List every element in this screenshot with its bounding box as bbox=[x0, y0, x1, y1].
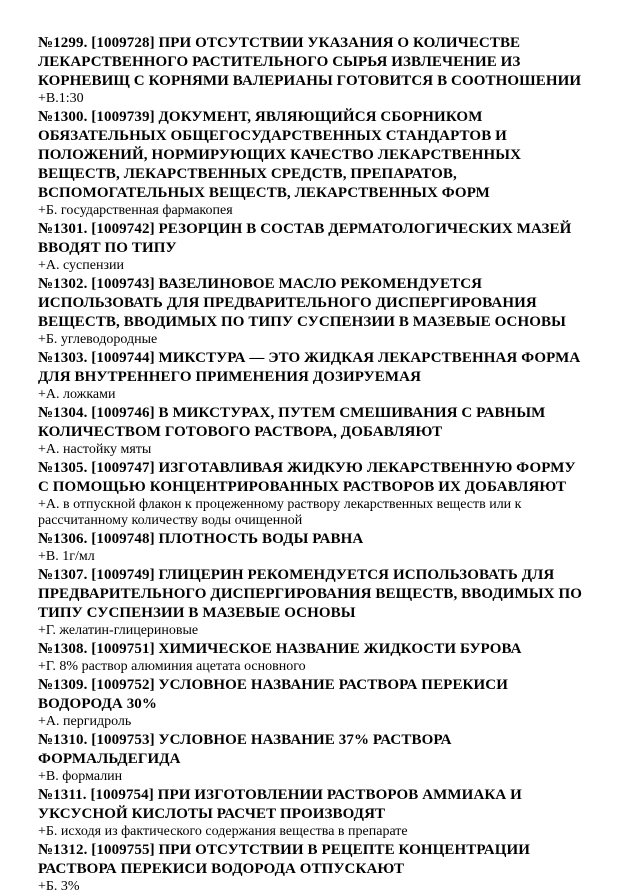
answer-text: +Б. 3% bbox=[38, 879, 80, 894]
question-text: №1299. [1009728] ПРИ ОТСУТСТВИИ УКАЗАНИЯ О КОЛИЧЕСТВЕ ЛЕКАРСТВЕННОГО РАСТИТЕЛЬНОГО СЫРЬЯ ИЗВЛЕЧЕНИЕ ИЗ КОРНЕВИЩ С КОРНЯМИ ВАЛЕРИАНЫ ГОТОВИТСЯ В СООТНОШЕНИИ bbox=[38, 35, 582, 89]
answer-text: +В. формалин bbox=[38, 769, 123, 784]
answer-text: +В.1:30 bbox=[38, 91, 84, 106]
question-text: №1312. [1009755] ПРИ ОТСУТСТВИИ В РЕЦЕПТЕ КОНЦЕНТРАЦИИ РАСТВОРА ПЕРЕКИСИ ВОДОРОДА ОТПУСКАЮТ bbox=[38, 842, 530, 877]
answer-text: +Г. желатин-глицериновые bbox=[38, 623, 199, 638]
answer-text: +А. пергидроль bbox=[38, 714, 132, 729]
question-text: №1306. [1009748] ПЛОТНОСТЬ ВОДЫ РАВНА bbox=[38, 531, 364, 547]
answer-text: +А. суспензии bbox=[38, 258, 124, 273]
question-list bbox=[38, 34, 584, 895]
question-text: №1311. [1009754] ПРИ ИЗГОТОВЛЕНИИ РАСТВОРОВ АММИАКА И УКСУСНОЙ КИСЛОТЫ РАСЧЕТ ПРОИЗВОДЯТ bbox=[38, 787, 522, 822]
answer-text: +А. настойку мяты bbox=[38, 442, 152, 457]
question-text: №1309. [1009752] УСЛОВНОЕ НАЗВАНИЕ РАСТВОРА ПЕРЕКИСИ ВОДОРОДА 30% bbox=[38, 677, 508, 712]
answer-text: +В. 1г/мл bbox=[38, 549, 95, 564]
question-text: №1300. [1009739] ДОКУМЕНТ, ЯВЛЯЮЩИЙСЯ СБОРНИКОМ ОБЯЗАТЕЛЬНЫХ ОБЩЕГОСУДАРСТВЕННЫХ СТАНДАРТОВ И ПОЛОЖЕНИЙ, НОРМИРУЮЩИХ КАЧЕСТВО ЛЕКАРСТВЕННЫХ ВЕЩЕСТВ, ЛЕКАРСТВЕННЫХ СРЕДСТВ, ПРЕПАРАТОВ, ВСПОМОГАТЕЛЬНЫХ ВЕЩЕСТВ, ЛЕКАРСТВЕННЫХ ФОРМ bbox=[38, 109, 522, 201]
question-text: №1301. [1009742] РЕЗОРЦИН В СОСТАВ ДЕРМАТОЛОГИЧЕСКИХ МАЗЕЙ ВВОДЯТ ПО ТИПУ bbox=[38, 221, 572, 256]
answer-text: +Г. 8% раствор алюминия ацетата основного bbox=[38, 659, 306, 674]
question-text: №1310. [1009753] УСЛОВНОЕ НАЗВАНИЕ 37% РАСТВОРА ФОРМАЛЬДЕГИДА bbox=[38, 732, 452, 767]
answer-text: +Б. исходя из фактического содержания вещества в препарате bbox=[38, 824, 408, 839]
question-text: №1308. [1009751] ХИМИЧЕСКОЕ НАЗВАНИЕ ЖИДКОСТИ БУРОВА bbox=[38, 641, 522, 657]
answer-text: +Б. государственная фармакопея bbox=[38, 203, 233, 218]
question-text: №1302. [1009743] ВАЗЕЛИНОВОЕ МАСЛО РЕКОМЕНДУЕТСЯ ИСПОЛЬЗОВАТЬ ДЛЯ ПРЕДВАРИТЕЛЬНОГО ДИСПЕРГИРОВАНИЯ ВЕЩЕСТВ, ВВОДИМЫХ ПО ТИПУ СУСПЕНЗИИ В МАЗЕВЫЕ ОСНОВЫ bbox=[38, 276, 566, 330]
answer-text: +А. ложками bbox=[38, 387, 116, 402]
answer-text: +Б. углеводородные bbox=[38, 332, 158, 347]
question-text: №1307. [1009749] ГЛИЦЕРИН РЕКОМЕНДУЕТСЯ ИСПОЛЬЗОВАТЬ ДЛЯ ПРЕДВАРИТЕЛЬНОГО ДИСПЕРГИРОВАНИЯ ВЕЩЕСТВ, ВВОДИМЫХ ПО ТИПУ СУСПЕНЗИИ В МАЗЕВЫЕ ОСНОВЫ bbox=[38, 567, 582, 621]
question-text: №1303. [1009744] МИКСТУРА — ЭТО ЖИДКАЯ ЛЕКАРСТВЕННАЯ ФОРМА ДЛЯ ВНУТРЕННЕГО ПРИМЕНЕНИЯ ДОЗИРУЕМАЯ bbox=[38, 350, 581, 385]
question-text: №1304. [1009746] В МИКСТУРАХ, ПУТЕМ СМЕШИВАНИЯ С РАВНЫМ КОЛИЧЕСТВОМ ГОТОВОГО РАСТВОРА, ДОБАВЛЯЮТ bbox=[38, 405, 546, 440]
answer-text: +А. в отпускной флакон к процеженному раствору лекарственных веществ или к рассчитанному количеству воды очищенной bbox=[38, 497, 522, 528]
question-text: №1305. [1009747] ИЗГОТАВЛИВАЯ ЖИДКУЮ ЛЕКАРСТВЕННУЮ ФОРМУ С ПОМОЩЬЮ КОНЦЕНТРИРОВАННЫХ РАСТВОРОВ ИХ ДОБАВЛЯЮТ bbox=[38, 460, 576, 495]
